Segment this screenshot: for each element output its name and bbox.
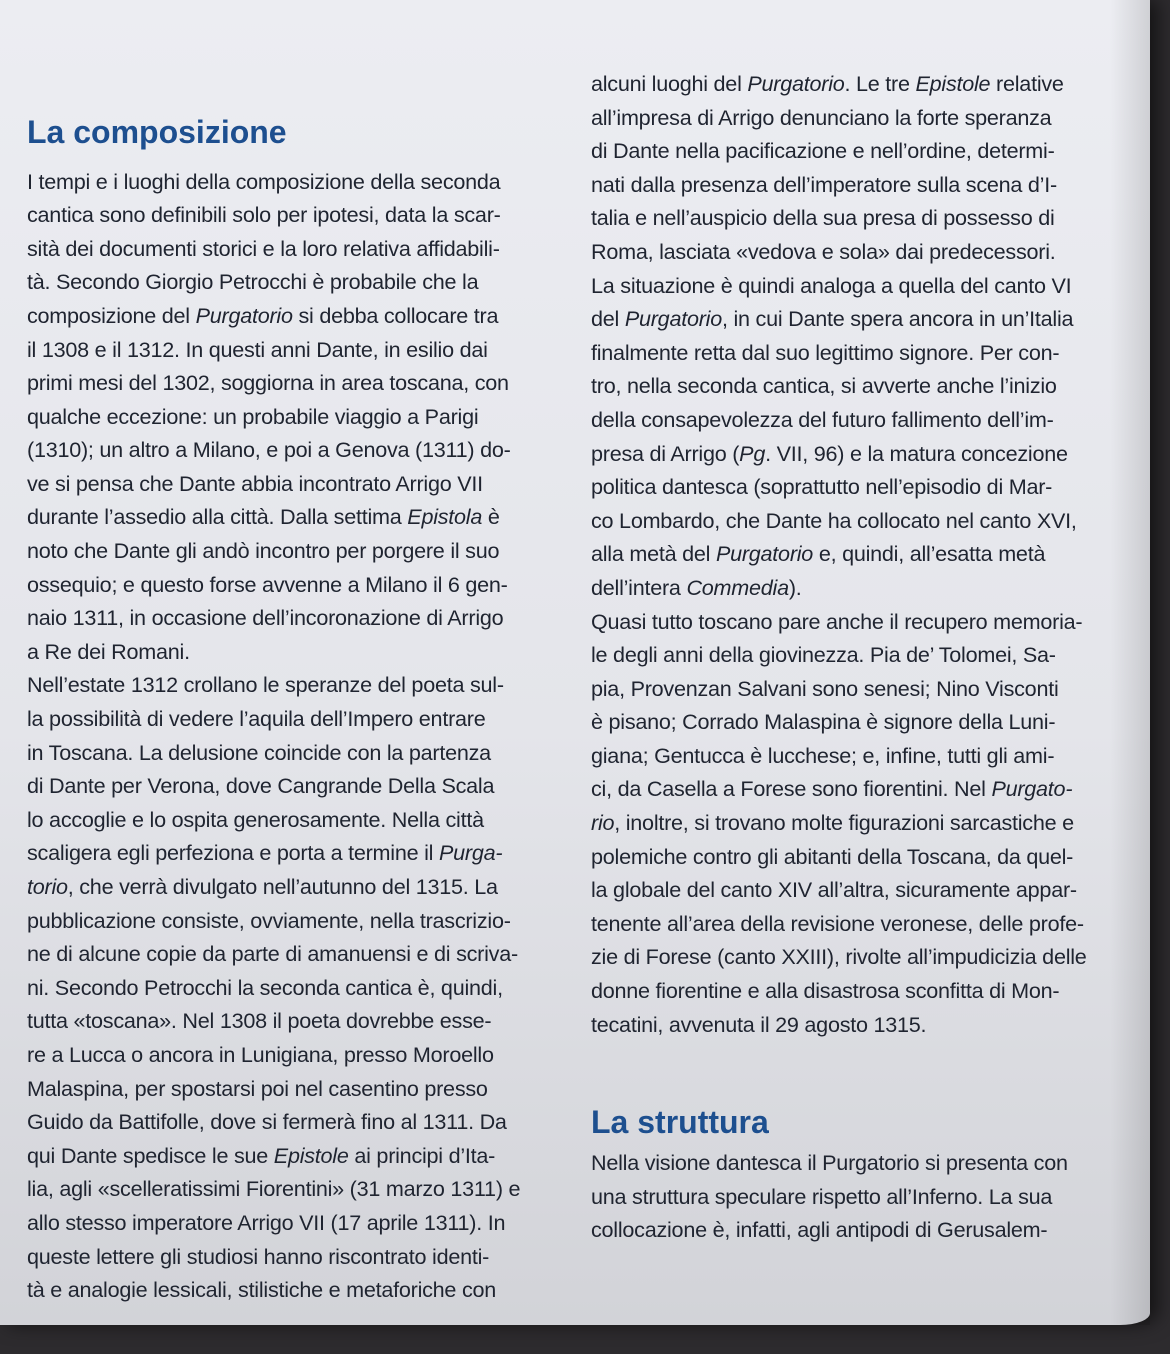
text-line: pia, Provenzan Salvani sono senesi; Nino Visconti bbox=[591, 675, 1059, 701]
text-line: a Re dei Romani. bbox=[27, 638, 190, 664]
text-segment: ). bbox=[788, 574, 802, 600]
text-line: naio 1311, in occasione dell’incoronazione di Arrigo bbox=[27, 605, 504, 631]
text-segment: ci, da Casella a Forese sono fiorentini. Nel bbox=[591, 776, 992, 802]
text-line: Quasi tutto toscano pare anche il recupero memoria- bbox=[591, 608, 1083, 634]
text-line: (1310); un altro a Milano, e poi a Genova (1311) do- bbox=[27, 437, 511, 463]
text-line: co Lombardo, che Dante ha collocato nel canto XVI, bbox=[591, 507, 1077, 533]
text-line: tenente all’area della revisione veronese, delle profe- bbox=[591, 910, 1084, 936]
italic-title: Commedia bbox=[686, 574, 789, 600]
text-segment: alla metà del bbox=[591, 541, 716, 567]
left-column bbox=[27, 85, 557, 1307]
text-line bbox=[591, 537, 1143, 571]
text-segment: , che verrà divulgato nell’autunno del 1315. La bbox=[67, 874, 498, 900]
text-line: Nell’estate 1312 crollano le speranze del poeta sul- bbox=[27, 672, 504, 698]
text-line: talia e nell’auspicio della sua presa di possesso di bbox=[591, 205, 1055, 231]
text-line: in Toscana. La delusione coincide con la partenza bbox=[27, 739, 491, 765]
text-line: donne fiorentine e alla disastrosa sconfitta di Mon- bbox=[591, 978, 1060, 1004]
text-segment: del bbox=[591, 306, 625, 332]
text-line: primi mesi del 1302, soggiorna in area toscana, con bbox=[27, 370, 509, 396]
text-line: è pisano; Corrado Malaspina è signore della Luni- bbox=[591, 709, 1056, 735]
text-segment: si debba collocare tra bbox=[292, 302, 499, 328]
text-line: re a Lucca o ancora in Lunigiana, presso Moroello bbox=[27, 1041, 494, 1067]
text-line: ne di alcune copie da parte di amanuensi e di scriva- bbox=[27, 941, 518, 967]
text-line: La situazione è quindi analoga a quella del canto VI bbox=[591, 272, 1072, 298]
text-line: della consapevolezza del futuro fallimento dell’im- bbox=[591, 406, 1054, 432]
text-segment: , in cui Dante spera ancora in un’Italia bbox=[721, 306, 1074, 332]
text-line: lo accoglie e lo ospita generosamente. Nella città bbox=[27, 806, 484, 832]
text-line bbox=[591, 571, 1143, 605]
text-line: ve si pensa che Dante abbia incontrato Arrigo VII bbox=[27, 470, 483, 496]
text-segment: ai principi d’Ita- bbox=[348, 1142, 496, 1168]
text-line: la globale del canto XIV all’altra, sicuramente appar- bbox=[591, 877, 1077, 903]
text-segment: composizione del bbox=[27, 302, 196, 328]
text-line: Nella visione dantesca il Purgatorio si presenta con bbox=[591, 1150, 1068, 1176]
right-column bbox=[591, 67, 1143, 1247]
text-line bbox=[27, 299, 557, 333]
text-segment: qui Dante spedisce le sue bbox=[27, 1142, 274, 1168]
text-line: politica dantesca (soprattutto nell’episodio di Mar- bbox=[591, 474, 1053, 500]
text-line: qualche eccezione: un probabile viaggio a Parigi bbox=[27, 403, 479, 429]
text-line bbox=[591, 302, 1143, 336]
text-line: Roma, lasciata «vedova e sola» dai predecessori. bbox=[591, 238, 1056, 264]
struttura-paragraph bbox=[591, 1146, 1143, 1247]
text-segment: scaligera egli perfeziona e porta a termine il bbox=[27, 840, 439, 866]
text-line: polemiche contro gli abitanti della Toscana, da quel- bbox=[591, 843, 1074, 869]
italic-title: torio bbox=[27, 874, 68, 900]
text-line: una struttura speculare rispetto all’Inferno. La sua bbox=[591, 1183, 1053, 1209]
text-line bbox=[591, 772, 1143, 806]
text-line bbox=[27, 1139, 557, 1173]
italic-title: rio bbox=[591, 810, 615, 836]
composizione-paragraphs-continued bbox=[591, 67, 1143, 1041]
text-line: noto che Dante gli andò incontro per porgere il suo bbox=[27, 538, 500, 564]
text-line: I tempi e i luoghi della composizione della seconda bbox=[27, 168, 501, 194]
text-line: zie di Forese (canto XXIII), rivolte all’impudicizia delle bbox=[591, 944, 1087, 970]
text-line bbox=[591, 67, 1143, 101]
text-line: nati dalla presenza dell’imperatore sulla scena d’I- bbox=[591, 171, 1057, 197]
text-line: Guido da Battifolle, dove si fermerà fino al 1311. Da bbox=[27, 1109, 507, 1135]
italic-title: Purgato- bbox=[991, 776, 1073, 802]
text-line: la possibilità di vedere l’aquila dell’Impero entrare bbox=[27, 706, 486, 732]
text-line: finalmente retta dal suo legittimo signore. Per con- bbox=[591, 339, 1060, 365]
italic-title: Epistola bbox=[407, 504, 483, 530]
italic-title: Purgatorio bbox=[715, 541, 814, 567]
text-line: tecatini, avvenuta il 29 agosto 1315. bbox=[591, 1011, 927, 1037]
text-segment: relative bbox=[990, 71, 1064, 96]
text-line: Malaspina, per spostarsi poi nel casentino presso bbox=[27, 1075, 488, 1101]
section-heading-struttura: La struttura bbox=[591, 1104, 769, 1141]
text-segment: presa di Arrigo ( bbox=[591, 440, 740, 466]
italic-title: Purgatorio bbox=[624, 306, 722, 332]
text-line: all’impresa di Arrigo denunciano la forte speranza bbox=[591, 104, 1052, 130]
text-segment: dell’intera bbox=[591, 574, 687, 600]
text-line: lia, agli «scelleratissimi Fiorentini» (31 marzo 1311) e bbox=[27, 1176, 521, 1202]
composizione-paragraphs bbox=[27, 165, 557, 1307]
text-segment: e, quindi, all’esatta metà bbox=[813, 541, 1046, 567]
text-line bbox=[591, 806, 1143, 840]
text-line bbox=[27, 500, 557, 534]
section-heading-composizione: La composizione bbox=[27, 113, 287, 150]
text-line bbox=[591, 437, 1143, 471]
text-line: di Dante per Verona, dove Cangrande Della Scala bbox=[27, 773, 495, 799]
text-line: ossequio; e questo forse avvenne a Milano il 6 gen- bbox=[27, 571, 508, 597]
text-line: ni. Secondo Petrocchi la seconda cantica è, quindi, bbox=[27, 974, 503, 1000]
text-line: giana; Gentucca è lucchese; e, infine, tutti gli ami- bbox=[591, 742, 1055, 768]
italic-title: Purgatorio bbox=[195, 302, 293, 328]
text-line: sità dei documenti storici e la loro relativa affidabili- bbox=[27, 235, 500, 261]
text-line bbox=[27, 870, 557, 904]
text-line: queste lettere gli studiosi hanno riscontrato identi- bbox=[27, 1243, 490, 1269]
text-line: pubblicazione consiste, ovviamente, nella trascrizio- bbox=[27, 907, 511, 933]
text-line: di Dante nella pacificazione e nell’ordine, determi- bbox=[591, 138, 1055, 164]
italic-title: Purgatorio bbox=[747, 71, 845, 96]
text-segment: durante l’assedio alla città. Dalla settima bbox=[27, 504, 408, 530]
text-line: cantica sono definibili solo per ipotesi, data la scar- bbox=[27, 202, 501, 228]
text-line: tro, nella seconda cantica, si avverte anche l’inizio bbox=[591, 373, 1057, 399]
text-line: allo stesso imperatore Arrigo VII (17 aprile 1311). In bbox=[27, 1209, 506, 1235]
italic-title: Epistole bbox=[915, 71, 991, 96]
text-segment: è bbox=[482, 504, 500, 530]
text-segment: . VII, 96) e la matura concezione bbox=[765, 440, 1068, 466]
text-segment: , inoltre, si trovano molte figurazioni sarcastiche e bbox=[614, 810, 1074, 836]
text-segment: . Le tre bbox=[844, 71, 916, 96]
text-line: le degli anni della giovinezza. Pia de’ Tolomei, Sa- bbox=[591, 642, 1056, 668]
text-line: tutta «toscana». Nel 1308 il poeta dovrebbe esse- bbox=[27, 1008, 492, 1034]
text-line: il 1308 e il 1312. In questi anni Dante, in esilio dai bbox=[27, 336, 488, 362]
italic-title: Purga- bbox=[438, 840, 503, 866]
text-line bbox=[27, 836, 557, 870]
text-segment: alcuni luoghi del bbox=[591, 71, 748, 96]
italic-title: Pg bbox=[739, 440, 766, 466]
text-line: tà. Secondo Giorgio Petrocchi è probabile che la bbox=[27, 269, 479, 295]
text-line: collocazione è, infatti, agli antipodi di Gerusalem- bbox=[591, 1217, 1048, 1243]
text-line: tà e analogie lessicali, stilistiche e metaforiche con bbox=[27, 1277, 497, 1303]
italic-title: Epistole bbox=[273, 1142, 349, 1168]
